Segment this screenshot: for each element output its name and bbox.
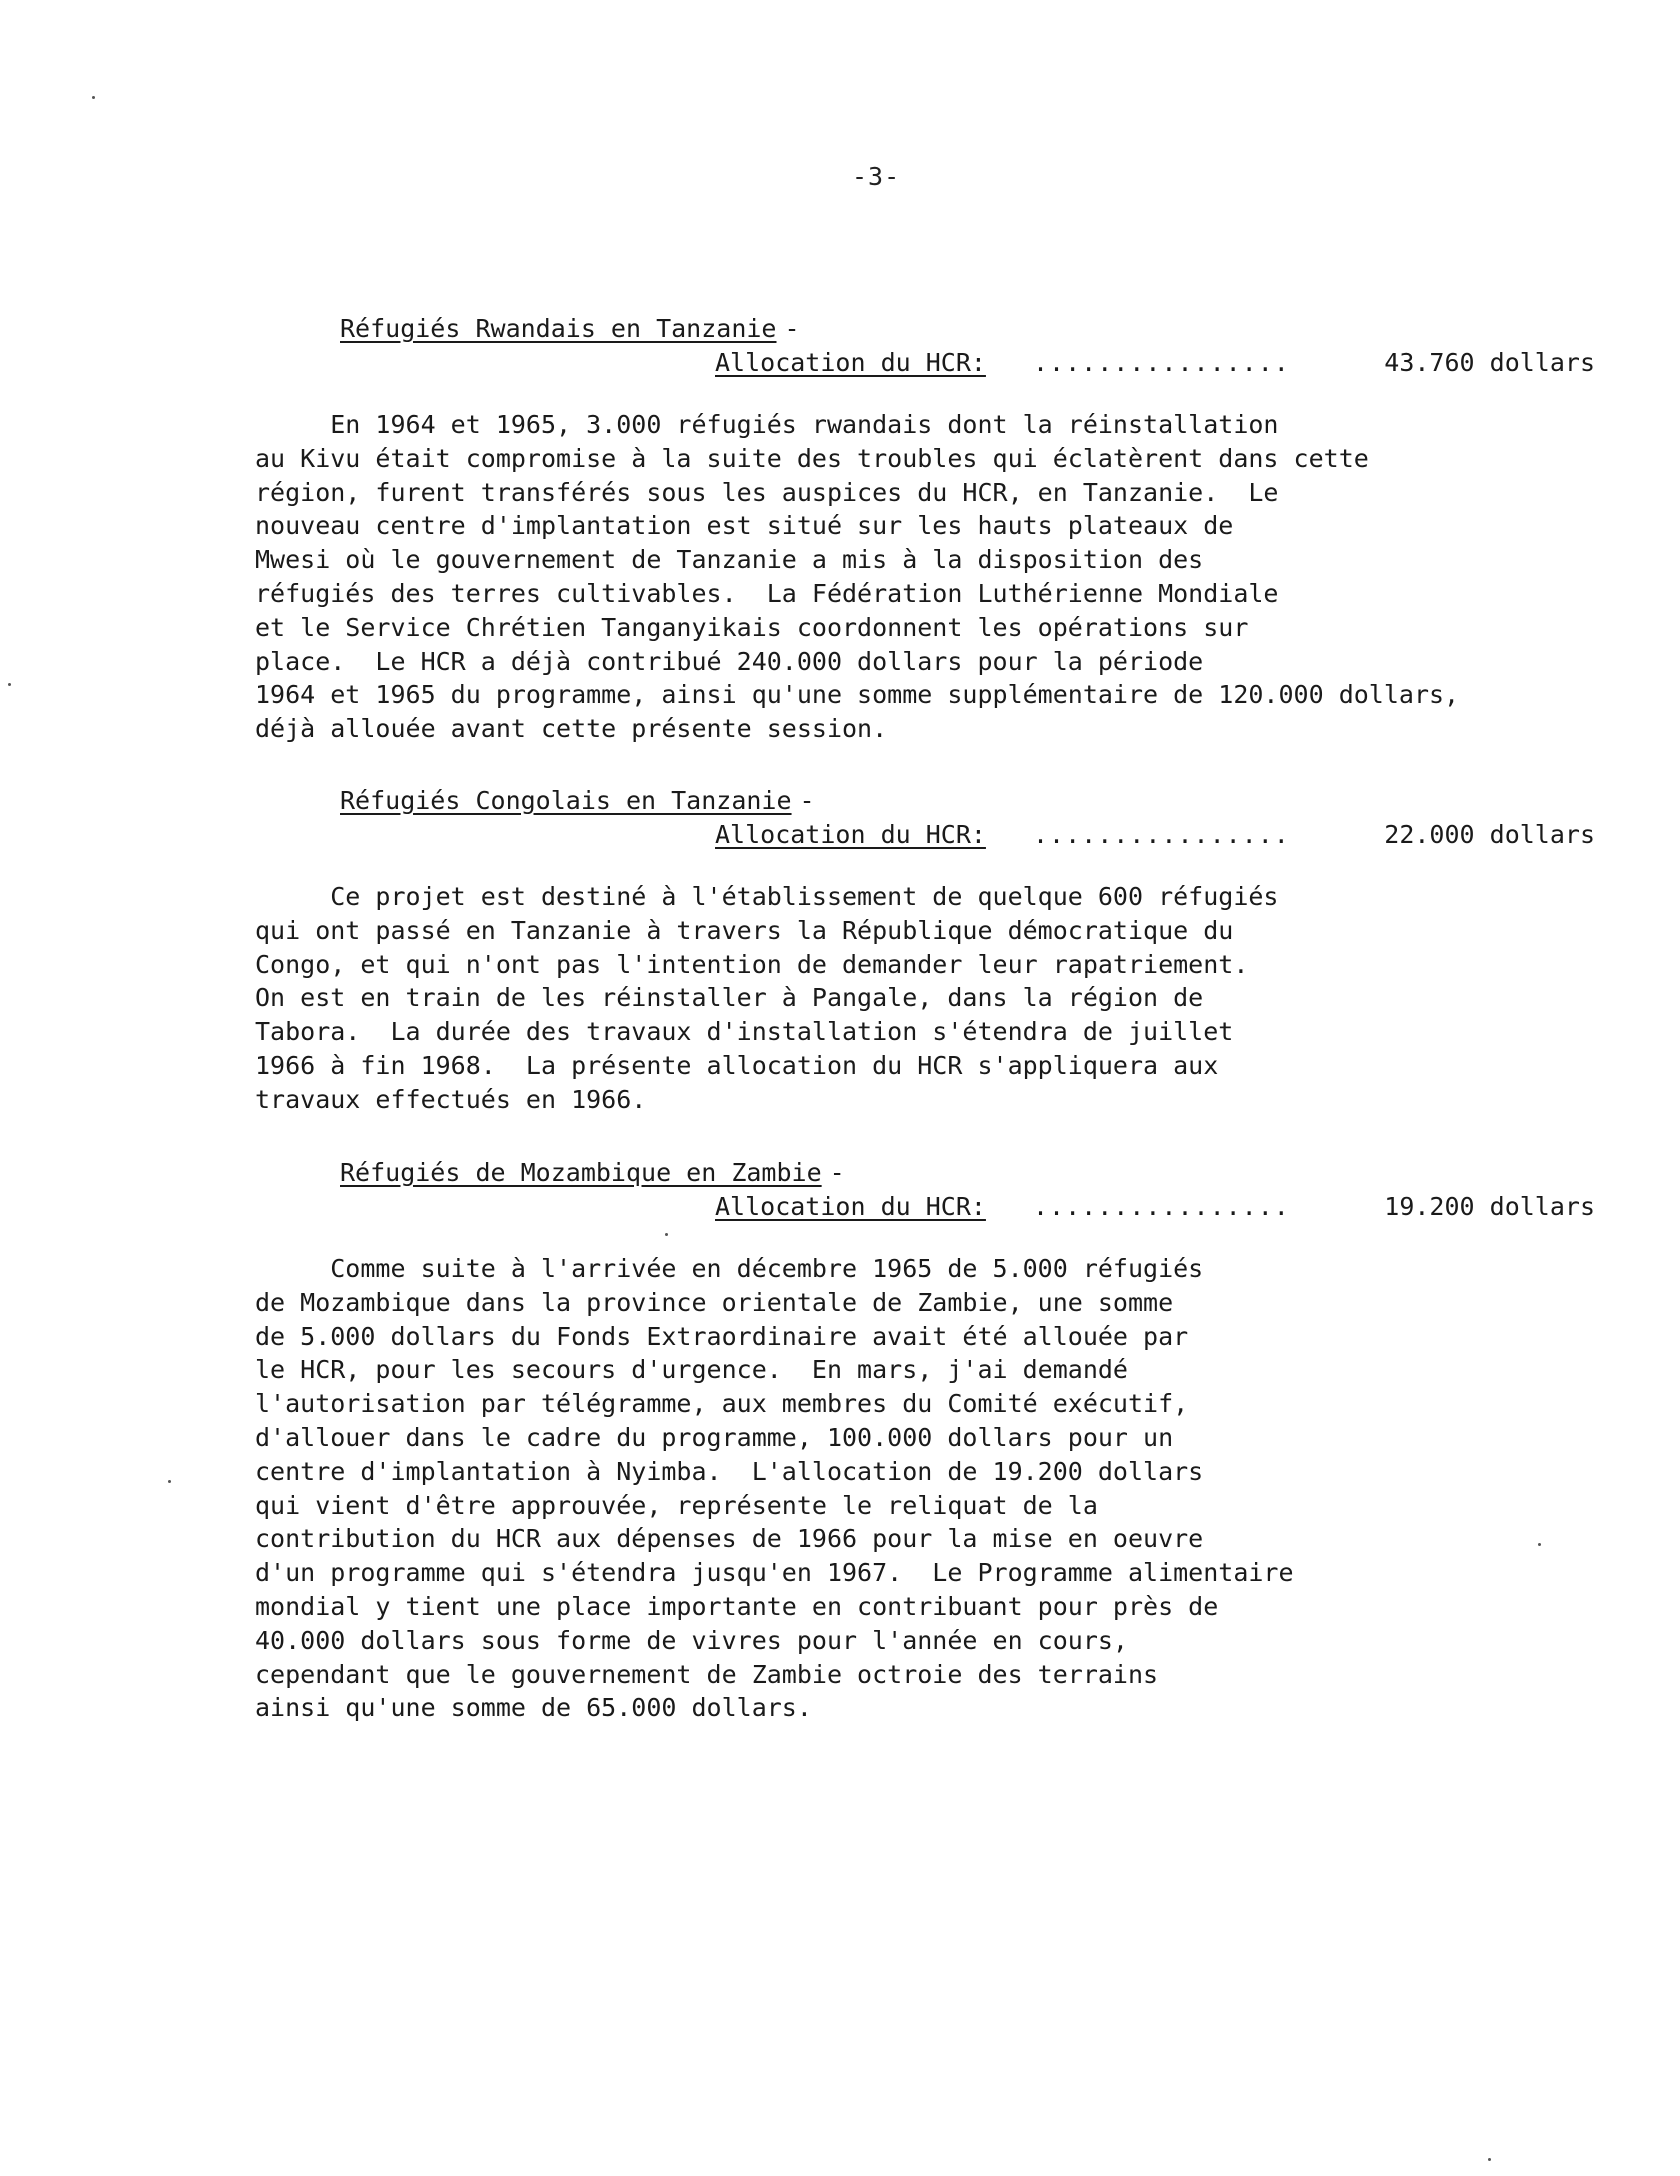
allocation-label: Allocation du HCR: — [715, 820, 986, 849]
section-title-dash: - — [829, 1158, 845, 1187]
allocation-row — [255, 346, 1595, 380]
section-paragraph: En 1964 et 1965, 3.000 réfugiés rwandais dont la réinstallation au Kivu était compromise à la suite des troubles qui éclatèrent dans cette région, furent transférés sous les auspices du HCR, en Tanzanie. Le nouveau centre d'implantation est situé sur les hauts plateaux de Mwesi où le gouvernement de Tanzanie a mis à la disposition des réfugiés des terres cultivables. La Fédération Luthérienne Mondiale et le Service Chrétien Tanganyikais coordonnent les opérations sur place. Le HCR a déjà contribué 240.000 dollars pour la période 1964 et 1965 du programme, ainsi qu'une somme supplémentaire de 120.000 dollars, déjà allouée avant cette présente session. — [255, 410, 1460, 744]
allocation-label: Allocation du HCR: — [715, 1192, 986, 1221]
scan-speck — [8, 683, 11, 686]
section-paragraph: Comme suite à l'arrivée en décembre 1965 de 5.000 réfugiés de Mozambique dans la province orientale de Zambie, une somme de 5.000 dollars du Fonds Extraordinaire avait été allouée par le HCR, pour les secours d'urgence. En mars, j'ai demandé l'autorisation par télégramme, aux membres du Comité exécutif, d'allouer dans le cadre du programme, 100.000 dollars pour un centre d'implantation à Nyimba. L'allocation de 19.200 dollars qui vient d'être approuvée, représente le reliquat de la contribution du HCR aux dépenses de 1966 pour la mise en oeuvre d'un programme qui s'étendra jusqu'en 1967. Le Programme alimentaire mondial y tient une place importante en contribuant pour près de 40.000 dollars sous forme de vivres pour l'année en cours, cependant que le gouvernement de Zambie octroie des terrains ainsi qu'une somme de 65.000 dollars. — [255, 1254, 1294, 1723]
section-title-text: Réfugiés de Mozambique en Zambie — [340, 1158, 822, 1187]
section-title-dash: - — [784, 314, 800, 343]
section-title — [340, 784, 815, 818]
allocation-leader-dots: ................ — [1033, 820, 1290, 849]
scan-speck — [1538, 1543, 1541, 1546]
scan-speck — [92, 96, 95, 99]
scan-speck — [168, 1480, 171, 1483]
allocation-amount: 22.000 dollars — [1384, 820, 1595, 849]
section-title-dash: - — [799, 786, 815, 815]
section-title — [340, 1156, 845, 1190]
allocation-row — [255, 1190, 1595, 1224]
page-number: -3- — [852, 162, 901, 191]
section-title-text: Réfugiés Rwandais en Tanzanie — [340, 314, 777, 343]
scan-speck — [1488, 2158, 1491, 2161]
section-paragraph: Ce projet est destiné à l'établissement de quelque 600 réfugiés qui ont passé en Tanzanie à travers la République démocratique du Congo, et qui n'ont pas l'intention de demander leur rapatriement. On est en train de les réinstaller à Pangale, dans la région de Tabora. La durée des travaux d'installation s'étendra de juillet 1966 à fin 1968. La présente allocation du HCR s'appliquera aux travaux effectués en 1966. — [255, 882, 1279, 1114]
scan-speck — [665, 1233, 668, 1236]
allocation-row — [255, 818, 1595, 852]
allocation-leader-dots: ................ — [1033, 348, 1290, 377]
allocation-amount: 19.200 dollars — [1384, 1192, 1595, 1221]
section-title-text: Réfugiés Congolais en Tanzanie — [340, 786, 792, 815]
allocation-label: Allocation du HCR: — [715, 348, 986, 377]
section-title — [340, 312, 800, 346]
allocation-leader-dots: ................ — [1033, 1192, 1290, 1221]
allocation-amount: 43.760 dollars — [1384, 348, 1595, 377]
